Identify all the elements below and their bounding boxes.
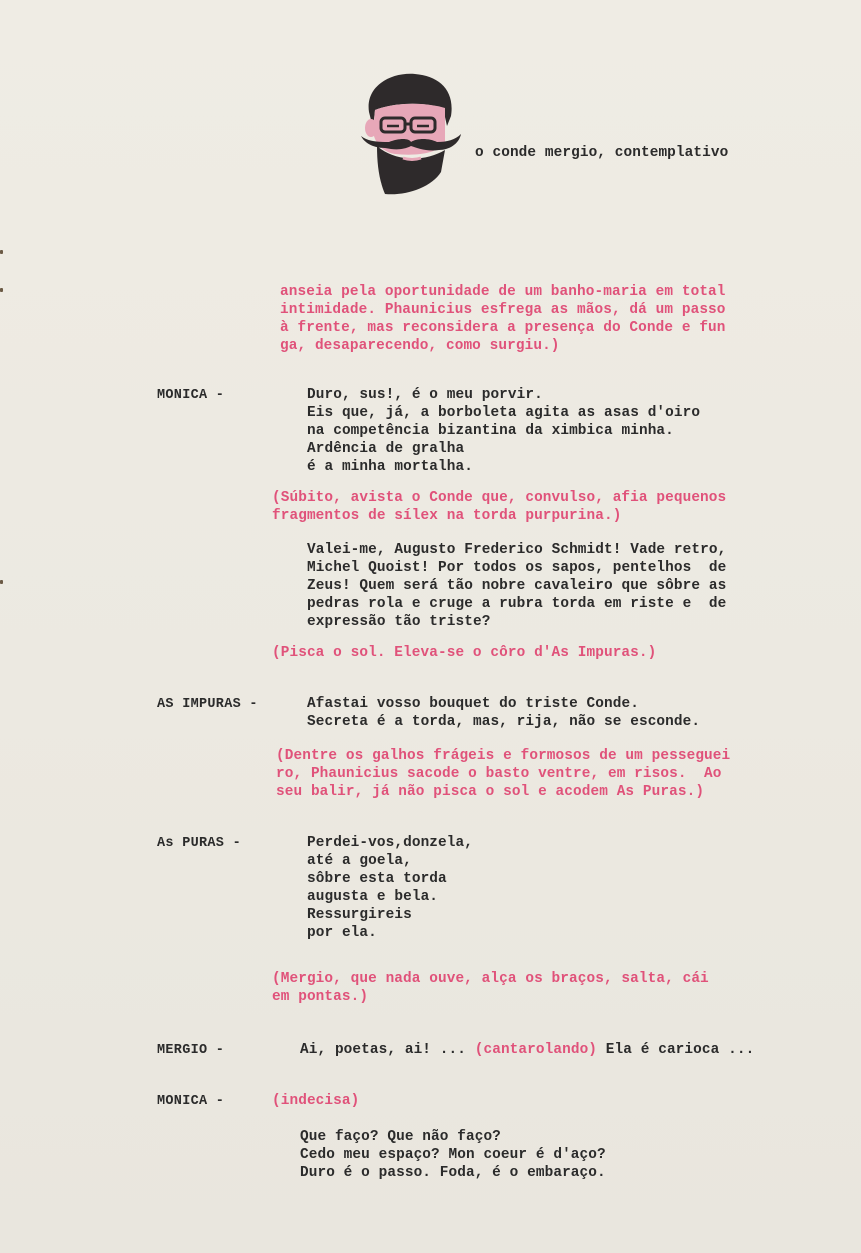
verse-line: Eis que, já, a borboleta agita as asas d'oiro [307, 405, 701, 421]
prose-line: pedras rola e cruge a rubra torda em riste e de [307, 596, 727, 612]
prose-line: expressão tão triste? [307, 614, 491, 630]
direction-line: (Mergio, que nada ouve, alça os braços, salta, cái [272, 971, 709, 987]
prose-line: Michel Quoist! Por todos os sapos, pentelhos de [307, 560, 727, 576]
verse-line: Ressurgireis [307, 907, 412, 923]
illustration-caption: o conde mergio, contemplativo [475, 145, 729, 161]
direction-line: seu balir, já não pisca o sol e acodem As Puras.) [276, 784, 705, 800]
direction-line: (Dentre os galhos frágeis e formosos de um pesseguei [276, 748, 731, 764]
direction-line: ga, desaparecendo, como surgiu.) [280, 338, 560, 354]
dialogue-line [300, 1042, 754, 1060]
verse-line: Ardência de gralha [307, 441, 465, 457]
verse-line: Que faço? Que não faço? [300, 1129, 501, 1145]
inline-direction: (cantarolando) [474, 1042, 598, 1058]
speaker-name: MERGIO - [157, 1043, 225, 1058]
verse-line: é a minha mortalha. [307, 459, 473, 475]
dialogue-text: Ai, poetas, ai! ... [300, 1042, 466, 1058]
inline-direction: (indecisa) [272, 1093, 360, 1109]
prose-line: Zeus! Quem será tão nobre cavaleiro que sôbre as [307, 578, 727, 594]
verse-line: na competência bizantina da ximbica minha. [307, 423, 674, 439]
verse-line: por ela. [307, 925, 377, 941]
verse-line: Secreta é a torda, mas, rija, não se esconde. [307, 714, 701, 730]
verse-line: Perdei-vos,donzela, [307, 835, 473, 851]
direction-line: em pontas.) [272, 989, 369, 1005]
speaker-name: MONICA - [157, 1094, 225, 1109]
verse-line: Afastai vosso bouquet do triste Conde. [307, 696, 639, 712]
dialogue-text: Ela é carioca ... [605, 1042, 755, 1058]
verse-line: Duro, sus!, é o meu porvir. [307, 387, 543, 403]
speaker-name: As PURAS - [157, 836, 242, 851]
direction-line: anseia pela oportunidade de um banho-maria em total [280, 284, 726, 300]
direction-line: intimidade. Phaunicius esfrega as mãos, dá um passo [280, 302, 726, 318]
direction-line: à frente, mas reconsidera a presença do Conde e fun [280, 320, 726, 336]
verse-line: augusta e bela. [307, 889, 439, 905]
prose-line: Valei-me, Augusto Frederico Schmidt! Vade retro, [307, 542, 727, 558]
verse-line: até a goela, [307, 853, 412, 869]
binding-mark [0, 580, 3, 584]
binding-mark [0, 288, 3, 292]
mustached-count-portrait-icon [355, 72, 465, 196]
binding-mark [0, 250, 3, 254]
stage-direction: (Pisca o sol. Eleva-se o côro d'As Impuras.) [272, 645, 657, 661]
speaker-name: MONICA - [157, 388, 225, 403]
direction-line: (Súbito, avista o Conde que, convulso, afia pequenos [272, 490, 727, 506]
verse-line: Cedo meu espaço? Mon coeur é d'aço? [300, 1147, 606, 1163]
speaker-name: AS IMPURAS - [157, 697, 258, 712]
verse-line: sôbre esta torda [307, 871, 447, 887]
direction-line: ro, Phaunicius sacode o basto ventre, em risos. Ao [276, 766, 722, 782]
direction-line: fragmentos de sílex na torda purpurina.) [272, 508, 622, 524]
verse-line: Duro é o passo. Foda, é o embaraço. [300, 1165, 606, 1181]
